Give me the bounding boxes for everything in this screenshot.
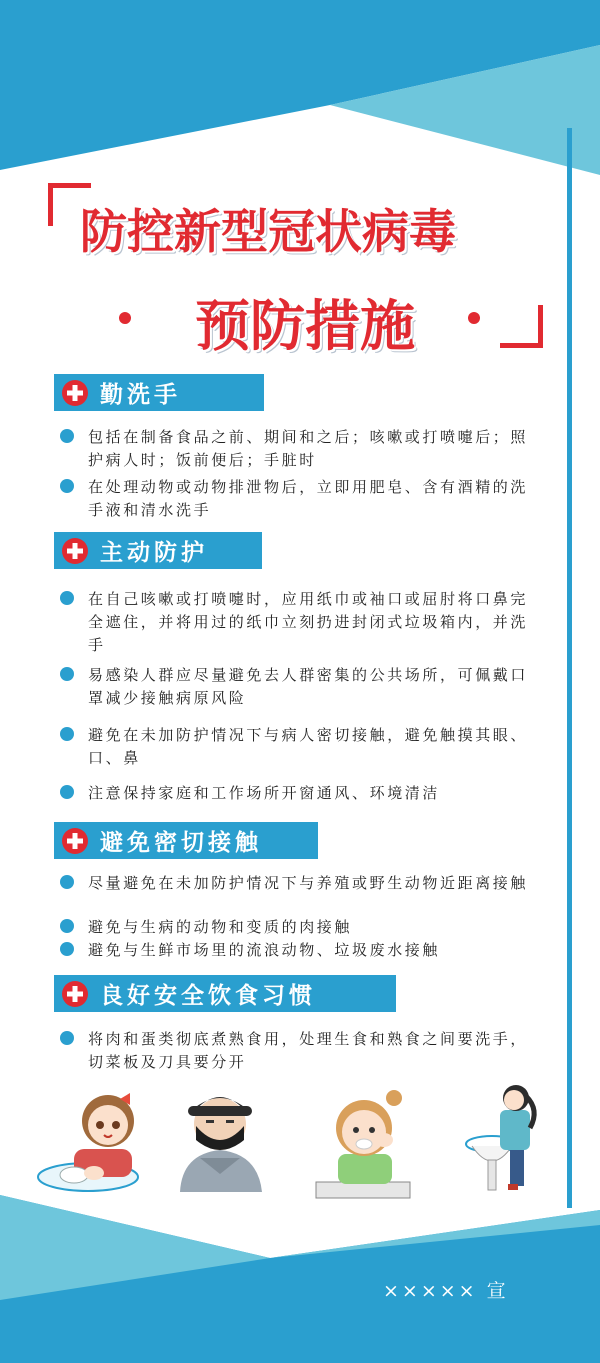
bullet-dot-icon <box>60 919 74 933</box>
section-header-avoid-contact <box>54 822 318 859</box>
footer-publisher: ××××× 宣 <box>383 1280 509 1302</box>
bullet-dot-icon <box>60 942 74 956</box>
person-wearing-mask-illustration <box>170 1084 270 1192</box>
bullet-dot-icon <box>60 727 74 741</box>
title-block <box>0 0 600 360</box>
medical-cross-icon <box>62 981 88 1007</box>
section-header-handwash <box>54 374 264 411</box>
bullet-dot-icon <box>60 785 74 799</box>
medical-cross-icon <box>62 538 88 564</box>
section-header-protection <box>54 532 262 569</box>
close-bracket-icon <box>500 305 543 348</box>
list-item: 避免与生鲜市场里的流浪动物、垃圾废水接触 <box>60 939 540 962</box>
section-label: 避免密切接触 <box>100 830 262 856</box>
girl-covering-cough-illustration <box>314 1084 414 1200</box>
list-item: 注意保持家庭和工作场所开窗通风、环境清洁 <box>60 782 540 805</box>
title-main: 防控新型冠状病毒 <box>80 205 456 260</box>
list-item: 易感染人群应尽量避免去人群密集的公共场所，可佩戴口罩减少接触病原风险 <box>60 664 540 710</box>
bullet-dot-icon <box>60 667 74 681</box>
section-label: 主动防护 <box>100 540 208 566</box>
list-item: 避免在未加防护情况下与病人密切接触，避免触摸其眼、口、鼻 <box>60 724 540 770</box>
section-header-food-safety <box>54 975 396 1012</box>
bullet-dot-icon <box>60 875 74 889</box>
title-dot-right-icon <box>468 312 480 324</box>
list-item: 在处理动物或动物排泄物后，立即用肥皂、含有酒精的洗手液和清水洗手 <box>60 476 540 522</box>
bullet-dot-icon <box>60 479 74 493</box>
list-item: 包括在制备食品之前、期间和之后；咳嗽或打喷嚏后；照护病人时；饭前便后；手脏时 <box>60 426 540 472</box>
bullet-dot-icon <box>60 591 74 605</box>
list-item: 避免与生病的动物和变质的肉接触 <box>60 916 540 939</box>
medical-cross-icon <box>62 380 88 406</box>
list-item: 将肉和蛋类彻底煮熟食用，处理生食和熟食之间要洗手，切菜板及刀具要分开 <box>60 1028 540 1074</box>
girl-at-sink-illustration <box>464 1080 544 1196</box>
list-item: 在自己咳嗽或打喷嚏时，应用纸巾或袖口或屈肘将口鼻完全遮住，并将用过的纸巾立刻扔进封闭式垃圾箱内，并洗手 <box>60 588 540 657</box>
section-label: 良好安全饮食习惯 <box>100 983 316 1009</box>
girl-washing-hands-illustration <box>36 1085 144 1193</box>
bullet-dot-icon <box>60 1031 74 1045</box>
medical-cross-icon <box>62 828 88 854</box>
section-label: 勤洗手 <box>100 382 181 408</box>
title-sub: 预防措施 <box>194 294 415 358</box>
list-item: 尽量避免在未加防护情况下与养殖或野生动物近距离接触 <box>60 872 540 895</box>
bullet-dot-icon <box>60 429 74 443</box>
